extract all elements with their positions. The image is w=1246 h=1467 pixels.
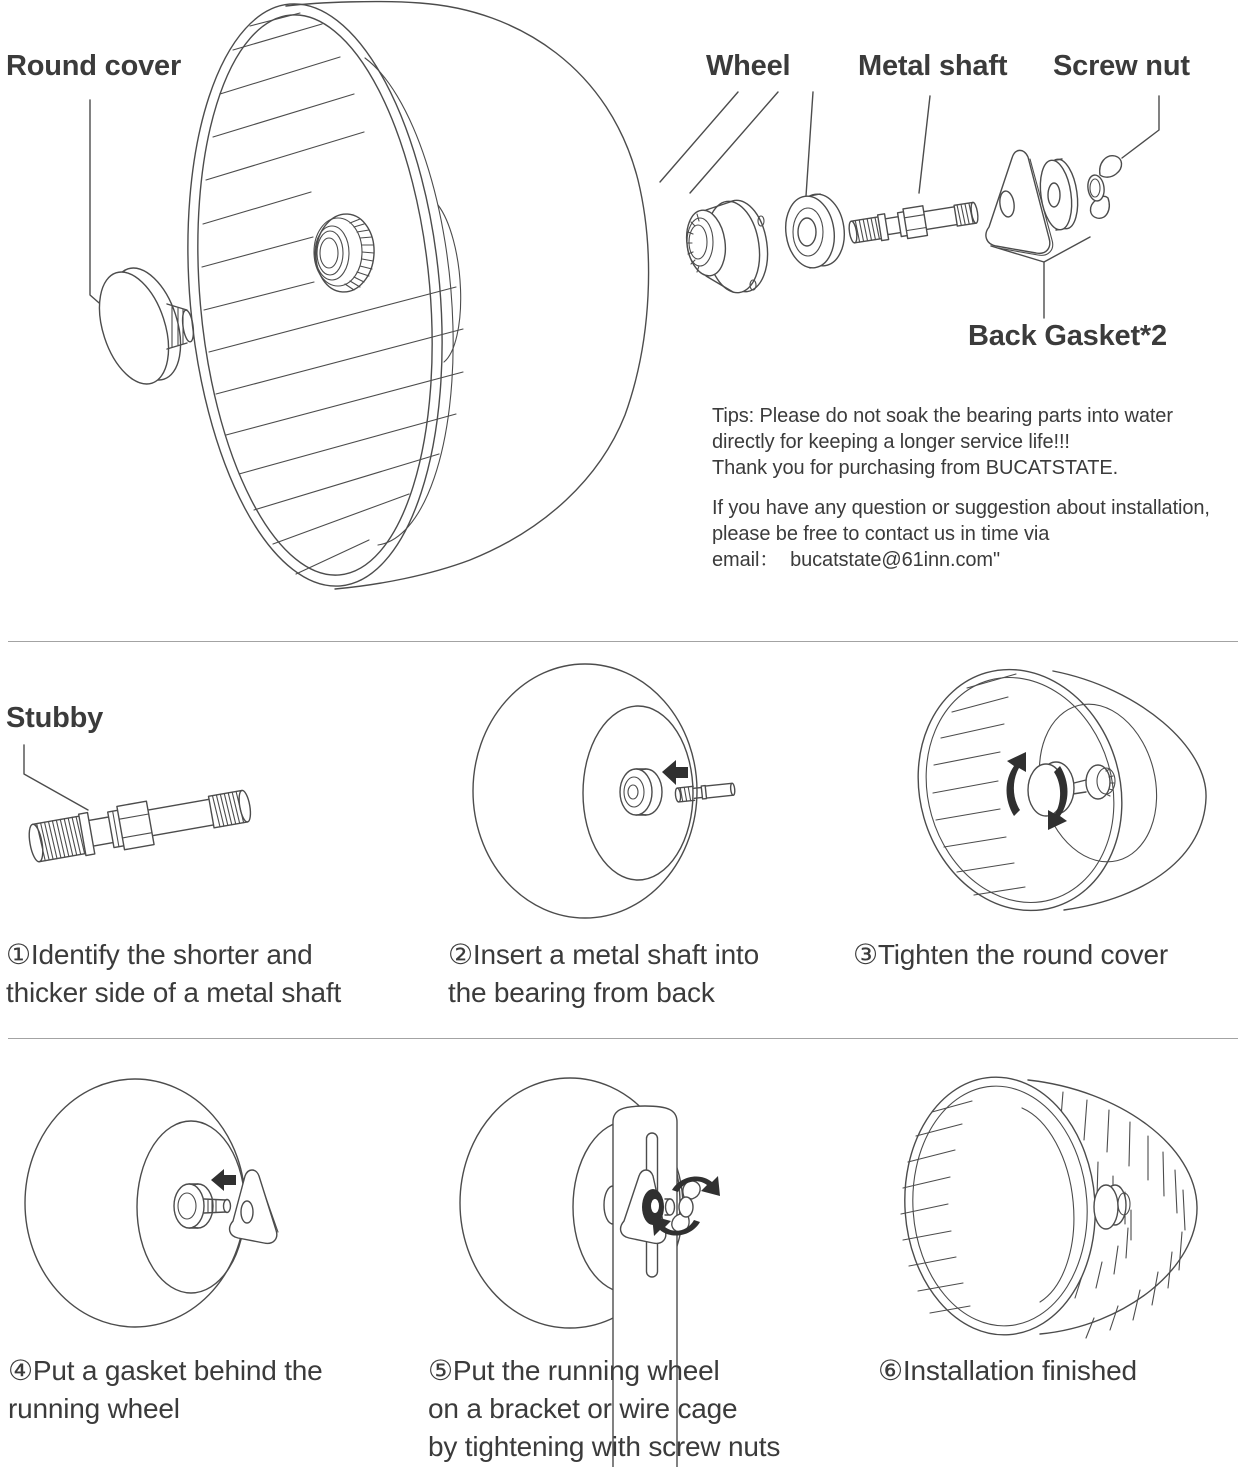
screw-nut-label: Screw nut [1053, 50, 1190, 82]
step-4-line-1: ④Put a gasket behind the [8, 1355, 323, 1386]
step-1-caption [6, 936, 341, 1012]
wheel-drum-drawing [165, 0, 649, 597]
stubby-leader-line [24, 745, 88, 810]
step-4-caption [8, 1352, 323, 1428]
step-3-caption [853, 936, 1168, 974]
wheel-center-knurl [313, 212, 376, 294]
contact-line-2: please be free to contact us in time via [712, 523, 1050, 545]
step-5-line-1: ⑤Put the running wheel [428, 1355, 720, 1386]
tips-line-3: Thank you for purchasing from BUCATSTATE. [712, 457, 1119, 479]
step-3-line-1: ③Tighten the round cover [853, 939, 1168, 970]
step6-drawing [896, 1071, 1197, 1342]
tips-block [712, 403, 1210, 573]
step2-drawing [473, 664, 735, 918]
round-cover-label: Round cover [6, 50, 182, 82]
tips-line-2: directly for keeping a longer service life!!! [712, 431, 1070, 453]
contact-line-3: email： bucatstate@61inn.com" [712, 549, 1000, 571]
step2-shaft [675, 782, 736, 802]
step-2-caption [448, 936, 759, 1012]
stubby-label: Stubby [6, 702, 104, 734]
stubby-shaft-drawing [26, 784, 253, 866]
wheel-label: Wheel [706, 50, 791, 82]
step3-drawing [890, 645, 1206, 935]
step4-shaft-stub [204, 1199, 231, 1213]
bearing-part-drawing [781, 191, 849, 271]
step3-rotate-arrow-top [1007, 752, 1027, 816]
hub-part-drawing [683, 197, 774, 296]
step-2-line-2: the bearing from back [448, 977, 715, 1008]
wing-nut-part-drawing [1086, 156, 1121, 219]
step4-bearing-hub [174, 1184, 213, 1228]
screw-nut-leader-line [1122, 96, 1159, 158]
contact-line-1: If you have any question or suggestion about installation, [712, 497, 1210, 519]
section-divider-1 [8, 641, 1238, 642]
metal-shaft-leader-line [919, 96, 930, 193]
back-gasket-label: Back Gasket*2 [968, 320, 1167, 352]
step4-drawing [25, 1079, 278, 1327]
step4-insert-arrow [211, 1169, 236, 1191]
step-5-caption [428, 1352, 780, 1466]
metal-shaft-part-drawing [847, 197, 980, 247]
round-cover-drawing [87, 259, 196, 392]
wheel-label-leader-lines [660, 92, 813, 196]
step-6-line-1: ⑥Installation finished [878, 1355, 1137, 1386]
wheel-tread-lines [202, 13, 463, 574]
section-divider-2 [8, 1038, 1238, 1039]
metal-shaft-label: Metal shaft [858, 50, 1008, 82]
step4-triangle-gasket [230, 1170, 278, 1243]
step-6-caption [878, 1352, 1137, 1390]
step-5-line-2: on a bracket or wire cage [428, 1393, 738, 1424]
step-5-line-3: by tightening with screw nuts [428, 1431, 781, 1462]
step2-insert-arrow [662, 760, 688, 785]
step-4-line-2: running wheel [8, 1393, 180, 1424]
step-2-line-1: ②Insert a metal shaft into [448, 939, 759, 970]
step2-bearing-hub [620, 769, 662, 815]
tips-line-1: Tips: Please do not soak the bearing parts into water [712, 405, 1173, 427]
step-1-line-1: ①Identify the shorter and [6, 939, 313, 970]
step-1-line-2: thicker side of a metal shaft [6, 977, 342, 1008]
